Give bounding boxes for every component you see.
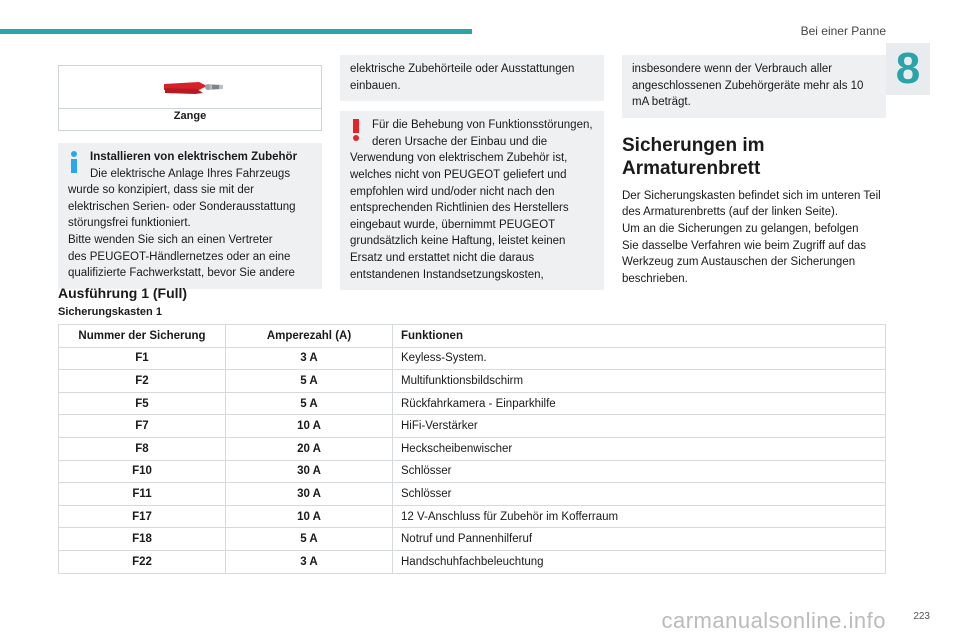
section-title: Ausführung 1 (Full): [58, 285, 188, 301]
table-header-row: [59, 325, 886, 348]
table-row: [59, 437, 886, 460]
table-row: [59, 550, 886, 573]
fuse-function: 12 V-Anschluss für Zubehör im Kofferraum: [393, 505, 886, 528]
body-line: des Armaturenbretts (auf der linken Seite).: [622, 206, 839, 219]
warning-line: deren Ursache der Einbau und die: [372, 135, 548, 148]
table-row: [59, 528, 886, 551]
body-line: Sie dasselbe Verfahren wie beim Zugriff auf das: [622, 239, 866, 252]
pliers-icon: [59, 66, 321, 108]
fuse-number: F7: [59, 415, 226, 438]
heading-line: Armaturenbrett: [622, 157, 761, 179]
fuse-function: Handschuhfachbeleuchtung: [393, 550, 886, 573]
body-line: Werkzeug zum Austauschen der Sicherungen: [622, 256, 856, 269]
figure-image: [59, 66, 321, 109]
fuse-number: F1: [59, 347, 226, 370]
warning-line: welches nicht von PEUGEOT geliefert und: [350, 168, 567, 181]
warning-box-continued: [622, 55, 886, 118]
info-continued-line: einbauen.: [350, 79, 401, 92]
warning-box: [340, 111, 604, 290]
watermark: carmanualsonline.info: [661, 608, 886, 633]
header-accent-bar: [0, 29, 472, 34]
warning-line: Ersatz und erstattet nicht die daraus: [350, 251, 535, 264]
fuse-number: F5: [59, 392, 226, 415]
column-3: [622, 55, 886, 287]
body-line: Um an die Sicherungen zu gelangen, befolgen: [622, 222, 859, 235]
warning-continued-line: angeschlossenen Zubehörgeräte mehr als 10: [632, 79, 864, 92]
header-title: Bei einer Panne: [800, 24, 886, 38]
fuse-amperage: 10 A: [226, 415, 393, 438]
fuse-amperage: 3 A: [226, 550, 393, 573]
table-row: [59, 415, 886, 438]
fuse-function: Heckscheibenwischer: [393, 437, 886, 460]
fuse-amperage: 30 A: [226, 460, 393, 483]
figure-caption: Zange: [173, 110, 207, 122]
info-line: störungsfrei funktioniert.: [68, 217, 191, 230]
dashboard-fuses-heading: [622, 134, 886, 180]
table-row: [59, 483, 886, 506]
info-box-title: Installieren von elektrischem Zubehör: [90, 151, 298, 163]
warning-line: eingebaut wurde, übernimmt PEUGEOT: [350, 218, 556, 231]
fuse-amperage: 10 A: [226, 505, 393, 528]
warning-line: entstandenen Instandsetzungskosten,: [350, 268, 544, 281]
info-box-continued: [340, 55, 604, 101]
fuse-amperage: 20 A: [226, 437, 393, 460]
fuse-number: F18: [59, 528, 226, 551]
info-line: Die elektrische Anlage Ihres Fahrzeugs: [90, 167, 291, 180]
section-subtitle: Sicherungskasten 1: [58, 306, 162, 318]
info-line: qualifizierte Fachwerkstatt, bevor Sie andere: [68, 267, 295, 280]
fuse-function: Rückfahrkamera - Einparkhilfe: [393, 392, 886, 415]
body-line: Der Sicherungskasten befindet sich im unteren Teil: [622, 189, 881, 202]
fuse-number: F17: [59, 505, 226, 528]
pliers-figure: [58, 65, 322, 131]
page-number: 223: [913, 611, 930, 622]
warning-line: grundsätzlich keine Haftung, leistet keinen: [350, 235, 566, 248]
fuse-number: F11: [59, 483, 226, 506]
column-header: Amperezahl (A): [226, 325, 393, 348]
warning-line: Für die Behebung von Funktionsstörungen,: [372, 119, 593, 132]
table-row: [59, 347, 886, 370]
fuse-table: [58, 324, 886, 574]
column-header: Funktionen: [393, 325, 886, 348]
column-header: Nummer der Sicherung: [59, 325, 226, 348]
heading-line: Sicherungen im: [622, 134, 765, 156]
fuse-amperage: 5 A: [226, 392, 393, 415]
fuse-function: Schlösser: [393, 483, 886, 506]
fuse-function: Schlösser: [393, 460, 886, 483]
info-line: des PEUGEOT-Händlernetzes oder an eine: [68, 250, 291, 263]
info-line: wurde so konzipiert, dass sie mit der: [68, 184, 254, 197]
fuse-number: F10: [59, 460, 226, 483]
fuse-amperage: 5 A: [226, 528, 393, 551]
fuse-function: Keyless-System.: [393, 347, 886, 370]
column-2: [340, 55, 604, 290]
body-line: beschrieben.: [622, 272, 688, 285]
table-row: [59, 460, 886, 483]
column-1: [58, 55, 322, 289]
warning-icon: [353, 119, 360, 141]
table-row: [59, 392, 886, 415]
fuse-function: Multifunktionsbildschirm: [393, 370, 886, 393]
fuse-function: HiFi-Verstärker: [393, 415, 886, 438]
warning-continued-line: mA beträgt.: [632, 96, 691, 109]
dashboard-fuses-text: [622, 188, 886, 288]
warning-line: entsprechenden Richtlinien des Herstellers: [350, 202, 569, 215]
chapter-number: 8: [886, 43, 930, 95]
fuse-number: F2: [59, 370, 226, 393]
table-row: [59, 505, 886, 528]
fuse-function: Notruf und Pannenhilferuf: [393, 528, 886, 551]
fuse-amperage: 3 A: [226, 347, 393, 370]
fuse-amperage: 30 A: [226, 483, 393, 506]
table-row: [59, 370, 886, 393]
fuse-number: F22: [59, 550, 226, 573]
info-continued-line: elektrische Zubehörteile oder Ausstattungen: [350, 63, 575, 75]
warning-continued-line: insbesondere wenn der Verbrauch aller: [632, 63, 833, 75]
warning-line: Verwendung von elektrischem Zubehör ist,: [350, 152, 568, 165]
info-line: Bitte wenden Sie sich an einen Vertreter: [68, 233, 273, 246]
fuse-amperage: 5 A: [226, 370, 393, 393]
info-box: [58, 143, 322, 289]
warning-line: empfohlen wird und/oder nicht nach den: [350, 185, 555, 198]
fuse-number: F8: [59, 437, 226, 460]
info-line: elektrischen Serien- oder Sonderausstattung: [68, 200, 296, 213]
info-icon: [71, 151, 78, 173]
